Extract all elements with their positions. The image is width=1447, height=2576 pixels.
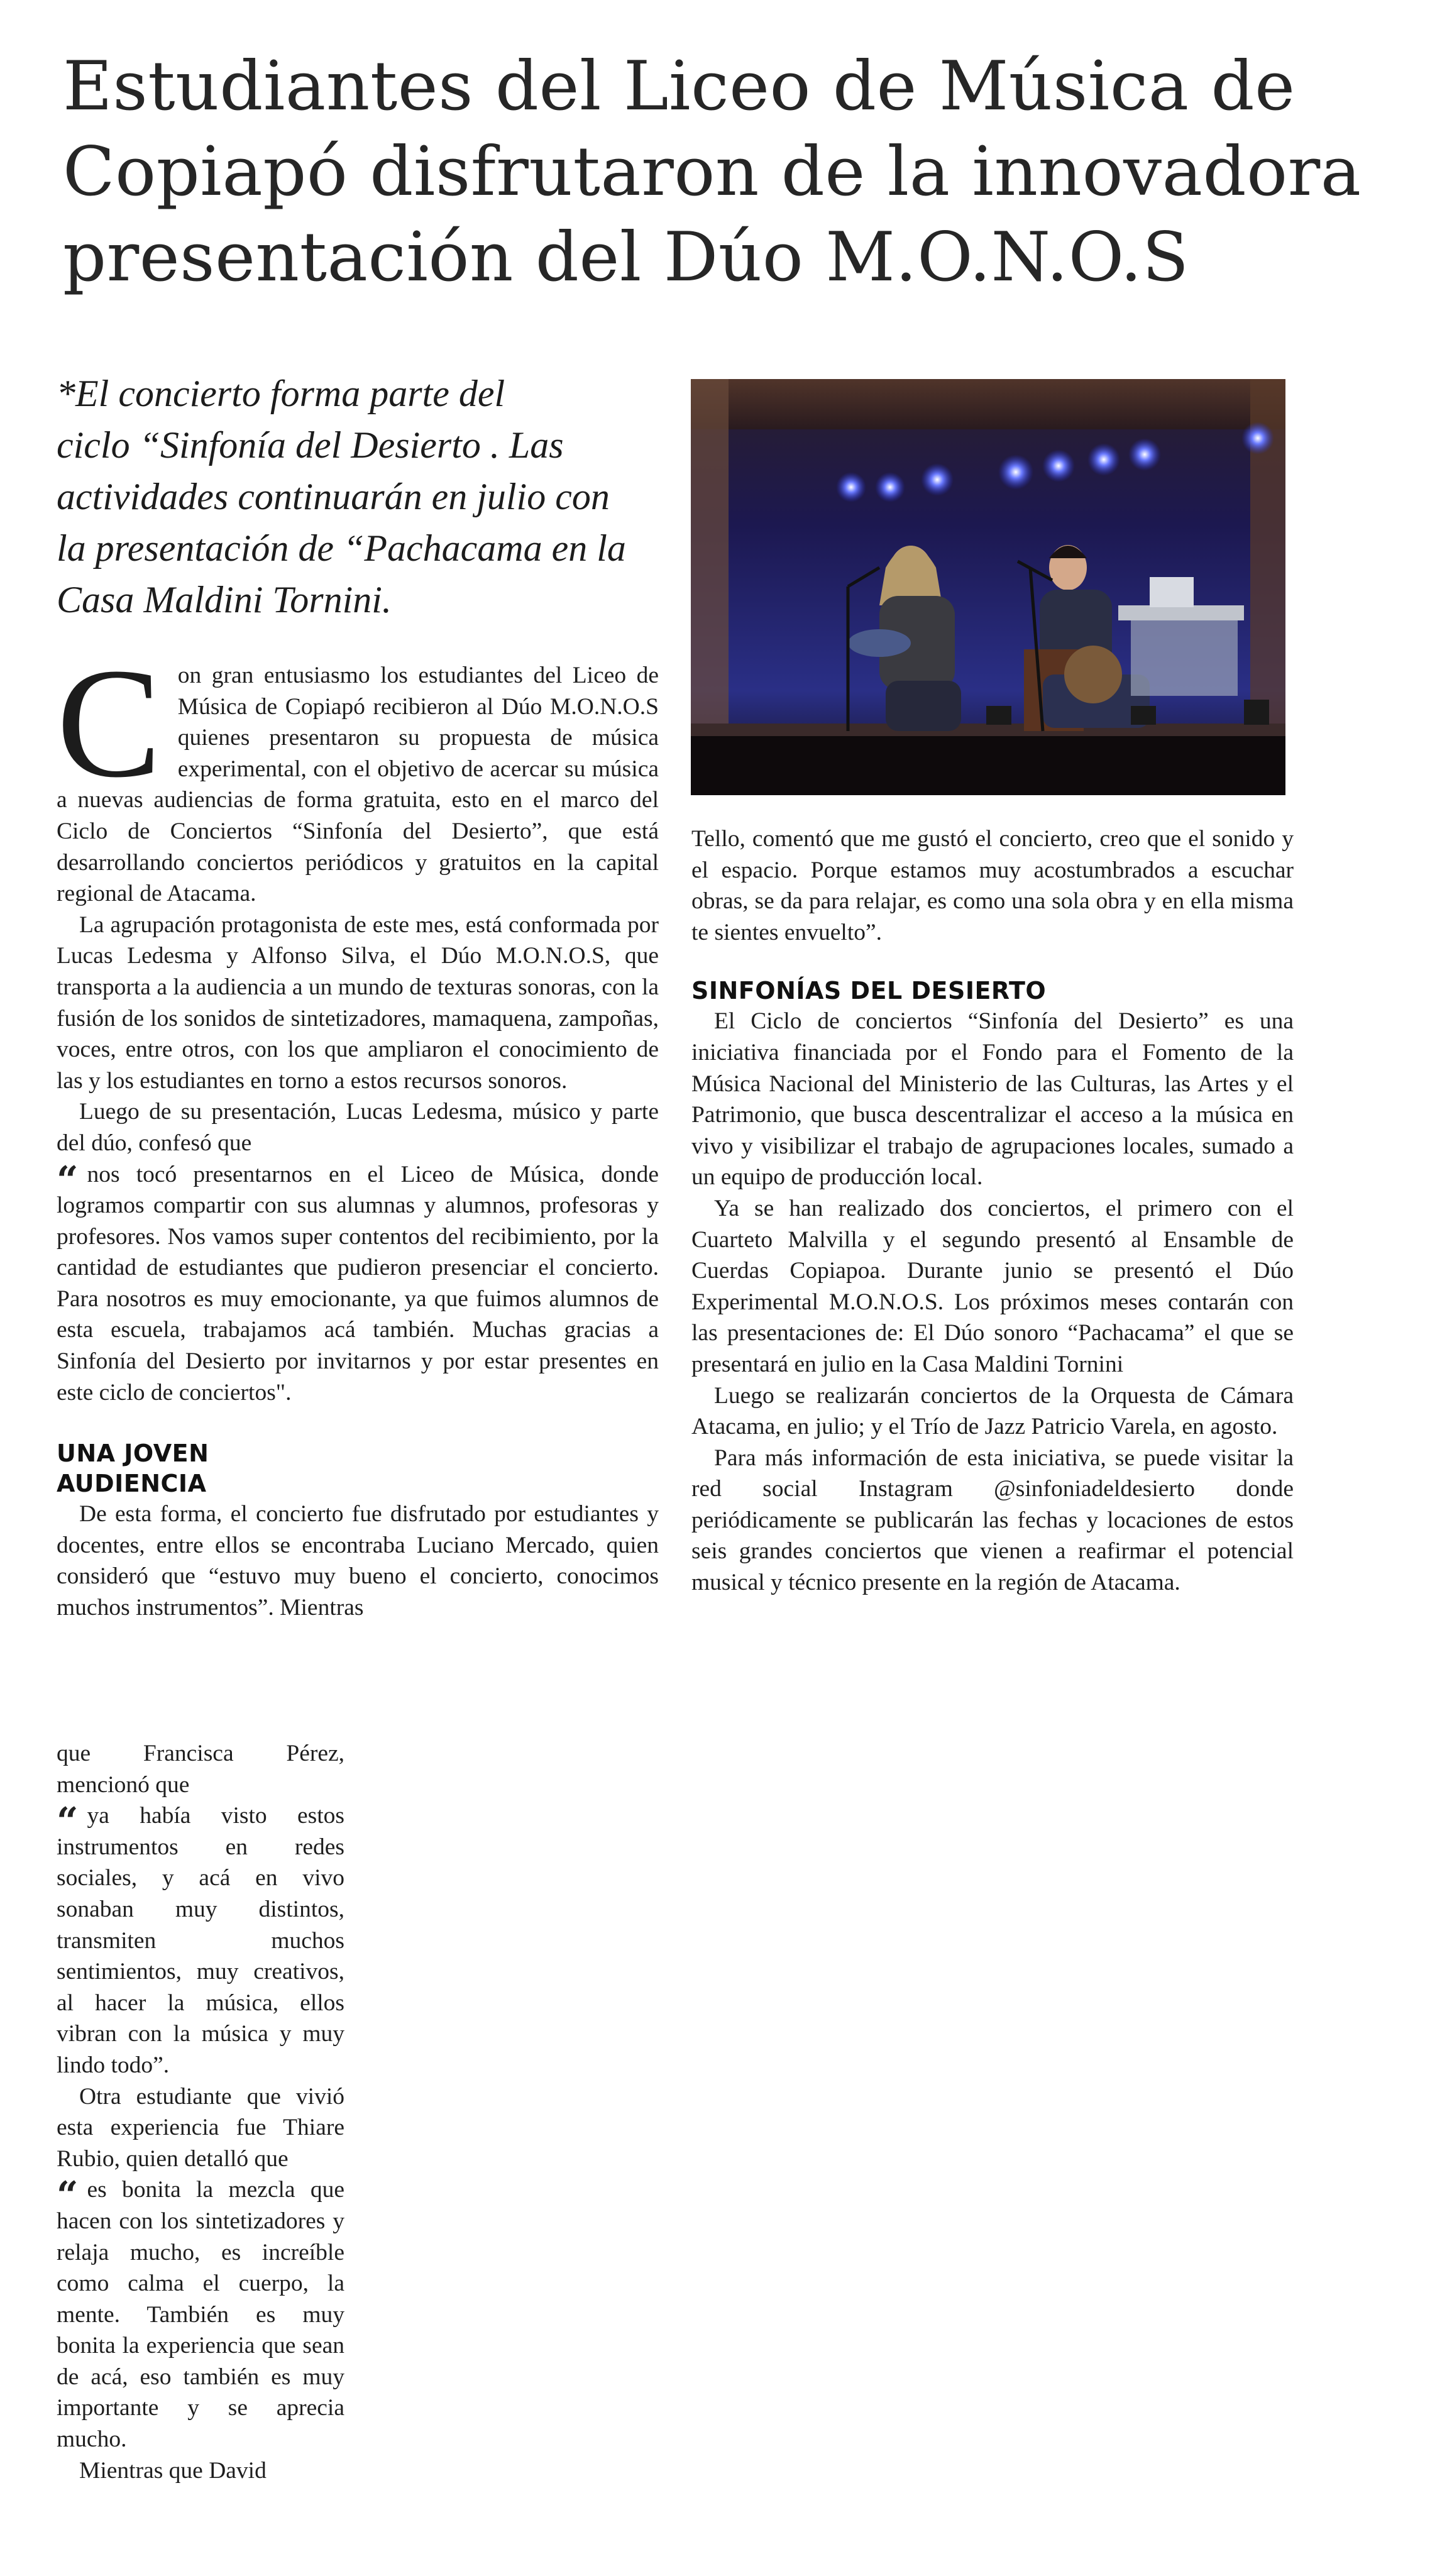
drop-cap: C bbox=[57, 636, 162, 810]
concert-photo bbox=[691, 379, 1285, 795]
paragraph: Para más información de esta iniciativa, se puede visitar la red social Instagram @sinfoniadeldesierto donde periódicamente se publicarán las fechas y locaciones de estos seis grandes conciertos que vienen a reafirmar el potencial musical y técnico presente en la región de Atacama. bbox=[691, 1445, 1294, 1596]
paragraph: Tello, comentó que me gustó el concierto, creo que el sonido y el espacio. Porque estamos muy acostumbrados a escuchar obras, se da para relajar, es como una sola obra y en ella misma te sientes envuelto”. bbox=[691, 826, 1294, 945]
paragraph: El Ciclo de conciertos “Sinfonía del Desierto” es una iniciativa financiada por el Fondo para el Fomento de la Música Nacional del Ministerio de las Culturas, las Artes y el Patrimonio, que busca descentralizar el acceso a la música en vivo y visibilizar el trabajo de agrupaciones locales, sumado a un equipo de producción local. bbox=[691, 1008, 1294, 1191]
paragraph: Mientras que David bbox=[79, 2457, 267, 2484]
section-heading: SINFONÍAS DEL DESIERTO bbox=[691, 977, 1047, 1005]
paragraph: Otra estudiante que vivió esta experiencia fue Thiare Rubio, quien detalló que bbox=[57, 2083, 344, 2172]
quote-text: nos tocó presentarnos en el Liceo de Música, donde logramos compartir con sus alumnas y alumnos, profesoras y profesores. Nos vamos super contentos del recibimiento, por la cantidad de estudiantes que pudieron presenciar el concierto. Para nosotros es muy emocionante, ya que fuimos alumnos de esta escuela, trabajamos acá también. Muchas gracias a Sinfonía del Desierto por invitarnos y por estar presentes en este ciclo de conciertos". bbox=[57, 1161, 659, 1406]
lead-line: ciclo “Sinfonía del Desierto . Las bbox=[57, 424, 564, 466]
lead-line: *El concierto forma parte del bbox=[57, 373, 505, 414]
lead-line: Casa Maldini Tornini. bbox=[57, 579, 392, 620]
paragraph: que Francisca Pérez, mencionó que bbox=[57, 1741, 344, 1798]
article-column-left bbox=[57, 636, 659, 1624]
paragraph: De esta forma, el concierto fue disfrutado por estudiantes y docentes, entre ellos se encontraba Luciano Mercado, quien consideró que “estuvo muy bueno el concierto, conocimos muchos instrumentos”. Mientras bbox=[57, 1501, 659, 1621]
quote-text: es bonita la mezcla que hacen con los sintetizadores y relaja mucho, es increíble como calma el cuerpo, la mente. También es muy bonita la experiencia que sean de acá, eso también es muy importante y se aprecia mucho. bbox=[57, 2177, 344, 2453]
section-heading: UNA JOVEN AUDIENCIA bbox=[57, 1439, 209, 1498]
paragraph: La agrupación protagonista de este mes, está conformada por Lucas Ledesma y Alfonso Silva, el Dúo M.O.N.O.S, que transporta a la audiencia a un mundo de texturas sonoras, con la fusión de los sonidos de sintetizadores, mamaquena, zampoñas, voces, entre otros, con los que ampliaron el conocimiento de las y los estudiantes en torno a estos recursos sonoros. bbox=[57, 911, 659, 1094]
quote-mark-icon: “ bbox=[57, 2174, 79, 2218]
article-column-left-narrow bbox=[57, 1738, 344, 2486]
quote-mark-icon: “ bbox=[57, 1800, 79, 1844]
paragraph: Ya se han realizado dos conciertos, el primero con el Cuarteto Malvilla y el segundo presentó al Ensamble de Cuerdas Copiapoa. Durante junio se presentó el Dúo Experimental M.O.N.O.S. Los próximos meses contarán con las presentaciones de: El Dúo sonoro “Pachacama” el que se presentará en julio en la Casa Maldini Tornini bbox=[691, 1195, 1294, 1377]
quote-text: ya había visto estos instrumentos en redes sociales, y acá en vivo sonaban muy distintos, transmiten muchos sentimientos, muy creativos, al hacer la música, ellos vibran con la música y muy lindo todo”. bbox=[57, 1803, 344, 2078]
paragraph: Luego de su presentación, Lucas Ledesma, músico y parte del dúo, confesó que bbox=[57, 1099, 659, 1156]
quote-paragraph bbox=[57, 2174, 344, 2455]
lead-line: la presentación de “Pachacama en la bbox=[57, 527, 626, 569]
paragraph: on gran entusiasmo los estudiantes del Liceo de Música de Copiapó recibieron al Dúo M.O.N.O.S quienes presentaron su propuesta de música experimental, con el objetivo de acercar su música a nuevas audiencias de forma gratuita, esto en el marco del Ciclo de Conciertos “Sinfonía del Desierto”, que está desarrollando conciertos periódicos y gratuitos en la capital regional de Atacama. bbox=[57, 663, 659, 907]
lead-summary bbox=[57, 368, 660, 625]
quote-mark-icon: “ bbox=[57, 1158, 79, 1203]
concert-stage-illustration bbox=[691, 379, 1285, 795]
lead-line: actividades continuarán en julio con bbox=[57, 476, 610, 517]
headline: Estudiantes del Liceo de Música de Copiapó disfrutaron de la innovadora presentación del Dúo M.O.N.O.S bbox=[63, 47, 1362, 297]
article-column-right bbox=[691, 823, 1294, 1599]
paragraph: Luego se realizarán conciertos de la Orquesta de Cámara Atacama, en julio; y el Trío de Jazz Patricio Varela, en agosto. bbox=[691, 1382, 1294, 1440]
quote-paragraph bbox=[57, 1800, 344, 2081]
quote-paragraph bbox=[57, 1159, 659, 1409]
